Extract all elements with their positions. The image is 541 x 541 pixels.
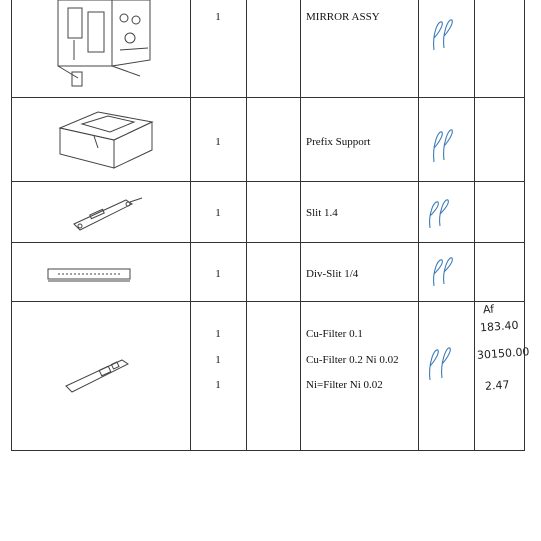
part-description: Cu-Filter 0.2 Ni 0.02 [306, 354, 399, 366]
quantity: 1 [215, 328, 221, 340]
handwritten-initials [428, 254, 458, 288]
handwritten-note: 183.40 [479, 318, 519, 335]
column-divider [246, 0, 247, 451]
handwritten-note: 2.47 [484, 378, 510, 393]
slit-plate-drawing [72, 194, 144, 234]
part-description: Cu-Filter 0.1 [306, 328, 363, 340]
row-divider [11, 242, 524, 243]
row-divider [11, 181, 524, 182]
part-description: Prefix Support [306, 136, 371, 148]
quantity: 1 [215, 268, 221, 280]
part-description: Div-Slit 1/4 [306, 268, 359, 280]
part-description: Ni=Filter Ni 0.02 [306, 379, 383, 391]
handwritten-note: Af [482, 302, 495, 317]
column-divider [524, 0, 525, 451]
handwritten-note: 30150.00 [476, 345, 530, 362]
row-divider [11, 301, 524, 302]
mirror-assembly-drawing [50, 0, 160, 92]
prefix-support-drawing [58, 108, 154, 172]
div-slit-drawing [46, 266, 132, 284]
handwritten-initials [424, 342, 456, 382]
column-divider [418, 0, 419, 451]
filter-holder-drawing [64, 358, 130, 394]
column-divider [300, 0, 301, 451]
handwritten-initials [428, 14, 458, 52]
handwritten-initials [424, 196, 454, 230]
quantity: 1 [215, 207, 221, 219]
part-description: Slit 1.4 [306, 207, 338, 219]
column-divider [190, 0, 191, 451]
handwritten-initials [428, 124, 458, 164]
row-divider [11, 450, 524, 451]
row-divider [11, 97, 524, 98]
column-divider [474, 0, 475, 451]
quantity: 1 [215, 354, 221, 366]
quantity: 1 [215, 136, 221, 148]
quantity: 1 [215, 379, 221, 391]
quantity: 1 [215, 11, 221, 23]
column-divider [11, 0, 12, 451]
part-description: MIRROR ASSY [306, 11, 380, 23]
